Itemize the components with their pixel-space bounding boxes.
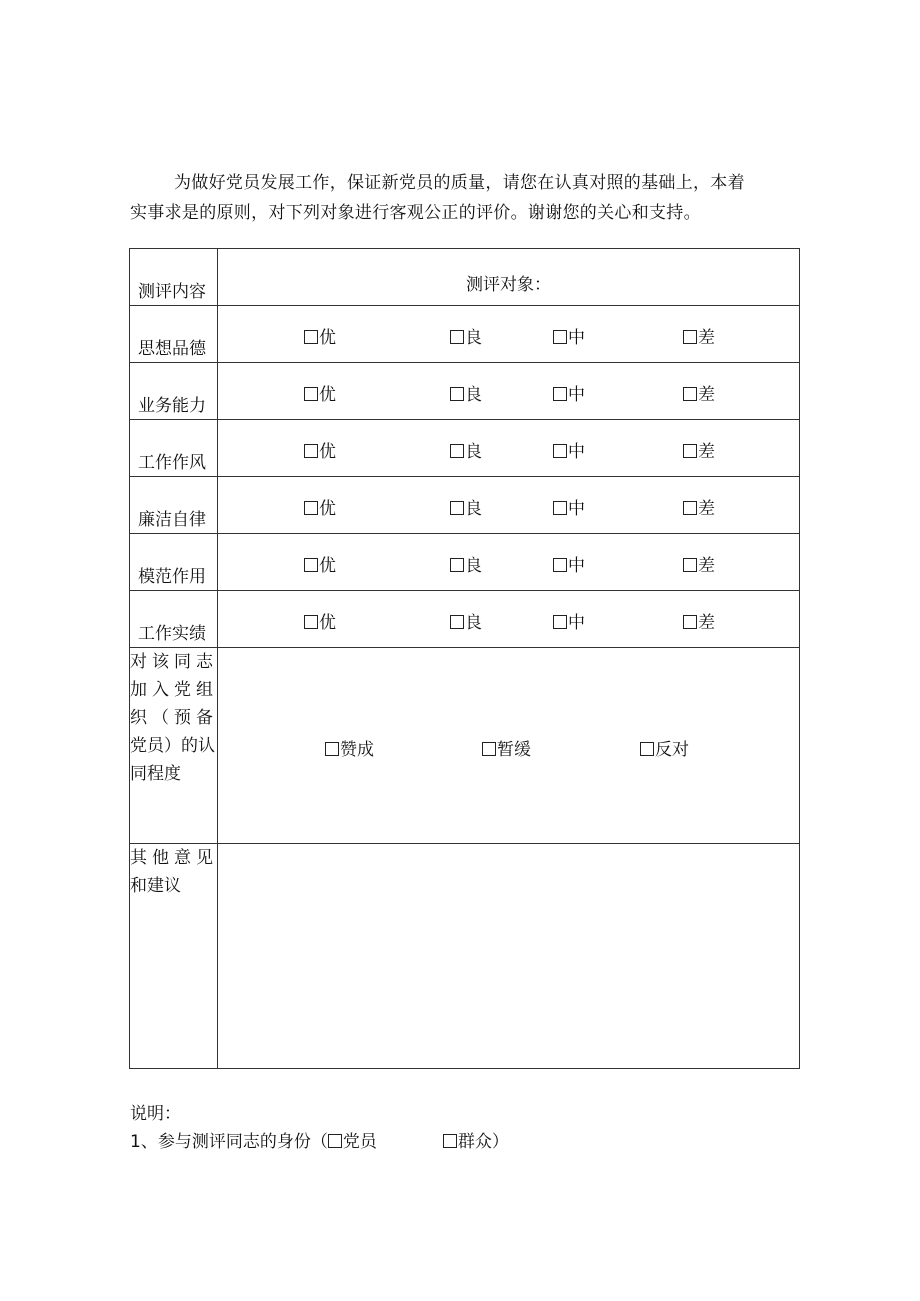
option-average[interactable]: 中 (553, 608, 585, 633)
notes-title: 说明： (130, 1104, 181, 1124)
option-poor[interactable]: 差 (683, 323, 715, 348)
notes-section (130, 1100, 509, 1156)
rating-row-label: 思想品德 (138, 339, 206, 359)
rating-row-label: 工作实绩 (138, 624, 206, 644)
checkbox-icon[interactable] (304, 558, 318, 572)
rating-row (130, 363, 800, 420)
checkbox-icon[interactable] (450, 444, 464, 458)
checkbox-icon[interactable] (450, 501, 464, 515)
other-comments-label: 其他意见 和建议 (130, 844, 218, 1069)
checkbox-icon[interactable] (304, 615, 318, 629)
rating-row (130, 591, 800, 648)
option-masses[interactable]: 群众 (443, 1132, 492, 1152)
rating-row (130, 306, 800, 363)
checkbox-icon[interactable] (683, 558, 697, 572)
intro-paragraph (130, 168, 790, 228)
option-poor[interactable]: 差 (683, 494, 715, 519)
option-average[interactable]: 中 (553, 551, 585, 576)
checkbox-icon[interactable] (553, 444, 567, 458)
checkbox-icon[interactable] (304, 501, 318, 515)
checkbox-icon[interactable] (450, 387, 464, 401)
checkbox-icon[interactable] (450, 558, 464, 572)
other-comments-row (130, 844, 800, 1069)
checkbox-icon[interactable] (443, 1134, 457, 1148)
checkbox-icon[interactable] (683, 444, 697, 458)
header-target-cell[interactable] (218, 249, 800, 306)
rating-row-label: 模范作用 (138, 567, 206, 587)
option-oppose[interactable]: 反对 (640, 735, 689, 760)
option-excellent[interactable]: 优 (304, 323, 336, 348)
header-label: 测评内容 (138, 282, 206, 302)
checkbox-icon[interactable] (683, 501, 697, 515)
option-good[interactable]: 良 (450, 437, 482, 462)
option-postpone[interactable]: 暂缓 (482, 735, 531, 760)
header-target: 测评对象： (466, 275, 551, 295)
checkbox-icon[interactable] (553, 615, 567, 629)
option-good[interactable]: 良 (450, 323, 482, 348)
approval-label: 对该同志 加入党组 织（预备 党员）的认 同程度 (130, 648, 218, 844)
checkbox-icon[interactable] (304, 330, 318, 344)
intro-line-1: 为做好党员发展工作，保证新党员的质量，请您在认真对照的基础上，本着 (174, 173, 745, 193)
option-excellent[interactable]: 优 (304, 437, 336, 462)
checkbox-icon[interactable] (683, 387, 697, 401)
rating-row-label: 业务能力 (138, 396, 206, 416)
checkbox-icon[interactable] (640, 742, 654, 756)
checkbox-icon[interactable] (553, 330, 567, 344)
rating-row-label: 工作作风 (138, 453, 206, 473)
table-header-row (130, 249, 800, 306)
option-good[interactable]: 良 (450, 551, 482, 576)
option-average[interactable]: 中 (553, 323, 585, 348)
header-label-cell (130, 249, 218, 306)
checkbox-icon[interactable] (450, 330, 464, 344)
rating-row (130, 420, 800, 477)
checkbox-icon[interactable] (553, 387, 567, 401)
checkbox-icon[interactable] (482, 742, 496, 756)
option-poor[interactable]: 差 (683, 608, 715, 633)
approval-row (130, 648, 800, 844)
option-average[interactable]: 中 (553, 494, 585, 519)
rating-row (130, 534, 800, 591)
checkbox-icon[interactable] (450, 615, 464, 629)
option-excellent[interactable]: 优 (304, 494, 336, 519)
option-poor[interactable]: 差 (683, 380, 715, 405)
checkbox-icon[interactable] (304, 444, 318, 458)
option-excellent[interactable]: 优 (304, 380, 336, 405)
intro-line-2: 实事求是的原则，对下列对象进行客观公正的评价。谢谢您的关心和支持。 (130, 203, 701, 223)
option-average[interactable]: 中 (553, 437, 585, 462)
option-average[interactable]: 中 (553, 380, 585, 405)
checkbox-icon[interactable] (553, 501, 567, 515)
rating-row-label: 廉洁自律 (138, 510, 206, 530)
checkbox-icon[interactable] (553, 558, 567, 572)
checkbox-icon[interactable] (683, 615, 697, 629)
option-excellent[interactable]: 优 (304, 608, 336, 633)
option-excellent[interactable]: 优 (304, 551, 336, 576)
option-good[interactable]: 良 (450, 494, 482, 519)
checkbox-icon[interactable] (328, 1134, 342, 1148)
rating-row (130, 477, 800, 534)
checkbox-icon[interactable] (325, 742, 339, 756)
option-good[interactable]: 良 (450, 380, 482, 405)
other-comments-field[interactable] (218, 844, 800, 1069)
checkbox-icon[interactable] (683, 330, 697, 344)
checkbox-icon[interactable] (304, 387, 318, 401)
option-approve[interactable]: 赞成 (325, 735, 374, 760)
evaluation-table (129, 248, 800, 1069)
option-party-member[interactable]: 党员 (328, 1132, 377, 1152)
option-poor[interactable]: 差 (683, 551, 715, 576)
notes-item-1: 1、参与测评同志的身份（ 党员 群众） (130, 1132, 509, 1152)
option-poor[interactable]: 差 (683, 437, 715, 462)
option-good[interactable]: 良 (450, 608, 482, 633)
